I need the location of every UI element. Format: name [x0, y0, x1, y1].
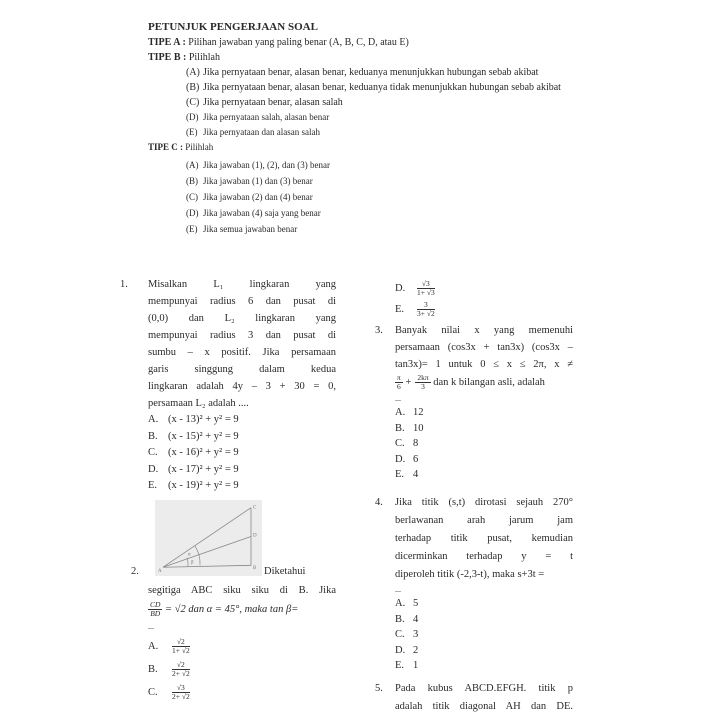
answer-option-d[interactable]: D. 6: [395, 453, 419, 465]
question-5: [395, 680, 573, 716]
question-text: Jika titik (s,t) dirotasi sejauh 270°: [395, 497, 573, 508]
answer-option-c[interactable]: C. (x - 16)² + y² = 9: [148, 447, 239, 458]
answer-option-d[interactable]: D. (x - 17)² + y² = 9: [148, 463, 239, 475]
svg-text:D: D: [253, 533, 257, 539]
question-text: mempunyai radius 6 dan pusat di: [148, 296, 336, 307]
question-text: dicerminkan terhadap y = t: [395, 551, 573, 562]
tipe-c: [148, 140, 588, 155]
option-text: Jika jawaban (1), (2), dan (3) benar: [203, 160, 330, 170]
tipe-b-option: [186, 65, 588, 80]
option-key: (C): [186, 192, 198, 202]
question-text: tan3x)= 1 untuk 0 ≤ x ≤ 2π, x ≠: [395, 359, 573, 370]
option-text: Jika jawaban (4) saja yang benar: [203, 208, 321, 218]
answer-option-a[interactable]: A. (x - 13)² + y² = 9: [148, 414, 239, 425]
option-key: (D): [186, 112, 199, 122]
tipe-b-label: TIPE B :: [148, 52, 187, 63]
question-4: [395, 494, 573, 674]
question-4-number: 4.: [375, 497, 383, 508]
answer-option-b[interactable]: B. 4: [395, 613, 419, 625]
question-text: Diketahui: [264, 566, 306, 577]
tipe-c-options: [148, 157, 588, 237]
question-2-number: 2.: [131, 566, 139, 577]
triangle-diagram: [155, 500, 262, 573]
tipe-b-option: [186, 110, 588, 125]
option-text: Jika pernyataan benar, alasan benar, keduanya menunjukkan hubungan sebab akibat: [203, 67, 539, 78]
question-1-number: 1.: [120, 279, 128, 290]
tipe-b-option: [186, 125, 588, 140]
option-key: (B): [186, 176, 198, 186]
svg-text:α: α: [188, 552, 191, 558]
option-key: (E): [186, 224, 198, 234]
svg-text:B: B: [253, 566, 257, 572]
question-text: berlawanan arah jarum jam: [395, 515, 573, 526]
tipe-c-option: [186, 173, 588, 189]
tipe-c-text: Pilihlah: [185, 142, 214, 152]
tipe-b-options: [148, 65, 588, 140]
svg-text:β: β: [191, 560, 194, 566]
question-text: mempunyai radius 3 dan pusat di: [148, 330, 336, 341]
option-text: Jika pernyataan dan alasan salah: [203, 127, 320, 137]
option-key: (C): [186, 97, 200, 108]
question-2: [148, 581, 336, 704]
answer-options: [395, 596, 573, 674]
tipe-a-text: Pilihan jawaban yang paling benar (A, B, C, D, atau E): [188, 37, 409, 48]
answer-option-b[interactable]: B. $\frac{√2}{2+ √2}$: [148, 660, 190, 679]
option-text: Jika pernyataan salah, alasan benar: [203, 112, 330, 122]
answer-option-d[interactable]: D. 2: [395, 644, 419, 656]
answer-option-e[interactable]: E. 1: [395, 660, 419, 671]
option-text: Jika pernyataan benar, alasan salah: [203, 97, 343, 108]
question-text: Pada kubus ABCD.EFGH. titik p: [395, 683, 573, 694]
answer-option-c[interactable]: C. 3: [395, 629, 419, 640]
tipe-b-option: [186, 95, 588, 110]
answer-option-a[interactable]: A. 5: [395, 598, 419, 609]
option-text: Jika jawaban (1) dan (3) benar: [203, 176, 313, 186]
question-2-continued: [395, 278, 573, 320]
answer-options: [148, 412, 336, 495]
question-text: ...: [148, 622, 154, 631]
question-text: terhadap titik pusat, kemudian: [395, 533, 573, 544]
tipe-a-label: TIPE A :: [148, 37, 186, 48]
question-5-number: 5.: [375, 683, 383, 694]
instructions-title: PETUNJUK PENGERJAAN SOAL: [148, 21, 318, 33]
svg-text:C: C: [253, 505, 257, 511]
option-key: (E): [186, 127, 198, 137]
tipe-b-option: [186, 80, 588, 95]
tipe-c-option: [186, 221, 588, 237]
question-text: persamaan (cos3x + tan3x) (cos3x –: [395, 342, 573, 353]
answer-options: [395, 405, 573, 483]
question-text: (0,0) dan L₂ lingkaran yang: [148, 313, 336, 324]
tipe-c-label: TIPE C :: [148, 142, 184, 152]
instructions: [148, 20, 588, 237]
option-text: Jika semua jawaban benar: [203, 224, 298, 234]
question-text: garis singgung dalam kedua: [148, 364, 336, 375]
question-text: ...: [395, 394, 401, 403]
tipe-a: [148, 35, 588, 50]
answer-option-e[interactable]: E. 4: [395, 469, 419, 480]
tipe-c-option: [186, 157, 588, 173]
question-text: ...: [395, 585, 401, 594]
triangle-figure: [155, 500, 262, 576]
question-text: Misalkan L₁ lingkaran yang: [148, 279, 336, 290]
question-text: adalah titik diagonal AH dan DE.: [395, 701, 573, 712]
question-condition: $\frac{CD}{BD}$ = √2 dan α = 45°, maka tan β=: [150, 600, 299, 619]
question-text: persamaan L₂ adalah ....: [148, 398, 249, 409]
option-text: Jika jawaban (2) dan (4) benar: [203, 192, 313, 202]
option-key: (B): [186, 82, 200, 93]
answer-option-a[interactable]: A. $\frac{√2}{1+ √2}$: [148, 637, 190, 656]
answer-option-e[interactable]: E. $\frac{3}{3+ √2}$: [395, 300, 435, 319]
question-3: [395, 322, 573, 483]
option-key: (A): [186, 67, 200, 78]
tipe-b: [148, 50, 588, 65]
tipe-c-option: [186, 205, 588, 221]
svg-text:A: A: [158, 569, 162, 573]
answer-option-e[interactable]: E. (x - 19)² + y² = 9: [148, 480, 239, 491]
tipe-c-option: [186, 189, 588, 205]
option-key: (D): [186, 208, 199, 218]
question-text: sumbu – x positif. Jika persamaan: [148, 347, 336, 358]
question-3-number: 3.: [375, 325, 383, 336]
answer-option-a[interactable]: A. 12: [395, 407, 424, 418]
question-text: diperoleh titik (-2,3-t), maka s+3t =: [395, 569, 545, 580]
answer-option-d[interactable]: D. $\frac{√3}{1+ √3}$: [395, 279, 435, 298]
answer-option-c[interactable]: C. $\frac{√3}{2+ √2}$: [148, 683, 190, 702]
option-text: Jika pernyataan benar, alasan benar, keduanya tidak menunjukkan hubungan sebab akibat: [203, 82, 561, 93]
answer-option-c[interactable]: C. 8: [395, 438, 419, 449]
question-1: [148, 276, 336, 495]
question-text: segitiga ABC siku siku di B. Jika: [148, 585, 336, 596]
question-text: Banyak nilai x yang memenuhi: [395, 325, 573, 336]
answer-option-b[interactable]: B. (x - 15)² + y² = 9: [148, 430, 239, 442]
question-text: $\frac{\pi}{6}$ + $\frac{2k\pi}{3}$ dan k bilangan asli, adalah: [397, 373, 545, 392]
question-text: lingkaran adalah 4y – 3 + 30 = 0,: [148, 381, 336, 392]
tipe-b-text: Pilihlah: [188, 52, 220, 63]
answer-option-b[interactable]: B. 10: [395, 422, 424, 434]
option-key: (A): [186, 160, 199, 170]
